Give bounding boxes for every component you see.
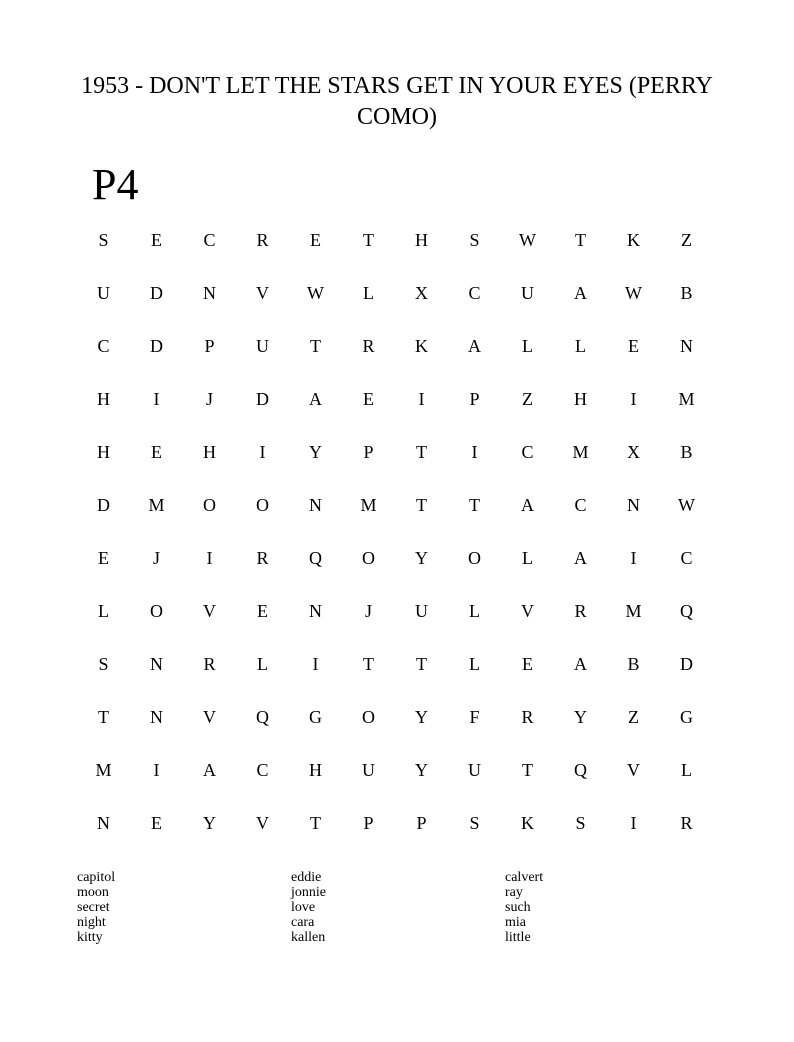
grid-cell: V xyxy=(521,601,534,621)
grid-cell: Y xyxy=(309,442,322,462)
grid-cell: A xyxy=(203,760,216,780)
grid-cell: B xyxy=(680,442,693,462)
grid-cell: Y xyxy=(415,548,428,568)
grid-cell: L xyxy=(469,601,480,621)
grid-cell: D xyxy=(150,283,163,303)
grid-cell: Z xyxy=(522,389,533,409)
grid-cell: J xyxy=(364,601,372,621)
grid-cell: D xyxy=(256,389,269,409)
grid-cell: Q xyxy=(574,760,587,780)
grid-cell: Z xyxy=(628,707,639,727)
grid-cell: C xyxy=(203,230,216,250)
grid-cell: M xyxy=(148,495,165,515)
grid-cell: W xyxy=(519,230,536,250)
grid-cell: P xyxy=(416,813,427,833)
grid-cell: A xyxy=(574,283,587,303)
grid-cell: N xyxy=(97,813,110,833)
grid-cell: U xyxy=(256,336,269,356)
grid-cell: T xyxy=(416,495,427,515)
grid-cell: S xyxy=(575,813,586,833)
grid-cell: E xyxy=(98,548,109,568)
grid-cell: C xyxy=(468,283,481,303)
grid-cell: K xyxy=(521,813,534,833)
grid-cell: C xyxy=(97,336,110,356)
grid-cell: O xyxy=(362,548,375,568)
grid-cell: L xyxy=(575,336,586,356)
word-item: capitol xyxy=(77,870,116,885)
grid-cell: E xyxy=(151,813,162,833)
grid-cell: I xyxy=(630,813,637,833)
grid-cell: R xyxy=(521,707,534,727)
grid-cell: Z xyxy=(681,230,692,250)
grid-cell: G xyxy=(680,707,693,727)
grid-cell: I xyxy=(471,442,478,462)
grid-cell: P xyxy=(363,442,374,462)
word-item: night xyxy=(77,915,106,930)
grid-cell: E xyxy=(628,336,639,356)
word-item: ray xyxy=(505,885,523,900)
word-item: such xyxy=(505,900,531,915)
grid-cell: S xyxy=(98,654,109,674)
grid-cell: W xyxy=(307,283,324,303)
grid-cell: R xyxy=(256,548,269,568)
grid-cell: Y xyxy=(203,813,216,833)
grid-cell: T xyxy=(416,442,427,462)
grid-cell: E xyxy=(257,601,268,621)
word-item: jonnie xyxy=(291,885,326,900)
grid-cell: E xyxy=(151,230,162,250)
grid-cell: S xyxy=(98,230,109,250)
grid-cell: N xyxy=(680,336,693,356)
grid-cell: R xyxy=(680,813,693,833)
grid-cell: T xyxy=(363,230,374,250)
word-item: love xyxy=(291,900,316,915)
grid-cell: X xyxy=(627,442,640,462)
word-item: cara xyxy=(291,915,315,930)
grid-cell: E xyxy=(310,230,321,250)
grid-cell: L xyxy=(98,601,109,621)
grid-cell: L xyxy=(522,548,533,568)
grid-cell: V xyxy=(203,707,216,727)
grid-cell: I xyxy=(206,548,213,568)
grid-cell: R xyxy=(203,654,216,674)
word-column-1 xyxy=(77,870,115,945)
grid-cell: Y xyxy=(415,707,428,727)
grid-cell: O xyxy=(203,495,216,515)
grid-cell: C xyxy=(521,442,534,462)
grid-cell: I xyxy=(259,442,266,462)
grid-cell: S xyxy=(469,813,480,833)
grid-cell: A xyxy=(574,654,587,674)
grid-cell: T xyxy=(310,813,321,833)
grid-cell: C xyxy=(574,495,587,515)
grid-cell: I xyxy=(312,654,319,674)
grid-cell: P xyxy=(469,389,480,409)
grid-cell: U xyxy=(97,283,110,303)
grid-cell: H xyxy=(415,230,428,250)
word-item: secret xyxy=(77,900,110,915)
grid-cell: A xyxy=(521,495,534,515)
word-item: calvert xyxy=(505,870,544,885)
page-title: 1953 - DON'T LET THE STARS GET IN YOUR EYES (PERRY COMO) xyxy=(81,73,713,130)
grid-cell: M xyxy=(678,389,695,409)
grid-cell: W xyxy=(625,283,642,303)
grid-cell: N xyxy=(150,707,163,727)
grid-cell: U xyxy=(362,760,375,780)
grid-cell: H xyxy=(309,760,322,780)
puzzle-number: P4 xyxy=(92,160,139,209)
grid-cell: Q xyxy=(309,548,322,568)
grid-cell: A xyxy=(309,389,322,409)
grid-cell: H xyxy=(574,389,587,409)
grid-cell: N xyxy=(309,495,322,515)
grid-cell: O xyxy=(362,707,375,727)
word-item: little xyxy=(505,930,531,945)
grid-cell: V xyxy=(203,601,216,621)
grid-cell: V xyxy=(256,283,269,303)
grid-cell: E xyxy=(151,442,162,462)
grid-cell: M xyxy=(95,760,112,780)
grid-cell: A xyxy=(574,548,587,568)
grid-cell: W xyxy=(678,495,695,515)
grid-cell: T xyxy=(363,654,374,674)
grid-cell: O xyxy=(256,495,269,515)
grid-cell: X xyxy=(415,283,428,303)
grid-cell: J xyxy=(152,548,160,568)
grid-cell: U xyxy=(468,760,481,780)
grid-cell: O xyxy=(468,548,481,568)
word-item: moon xyxy=(77,885,109,900)
grid-cell: Y xyxy=(574,707,587,727)
grid-cell: R xyxy=(256,230,269,250)
word-search-grid xyxy=(77,214,713,850)
grid-cell: M xyxy=(625,601,642,621)
grid-cell: M xyxy=(360,495,377,515)
grid-cell: J xyxy=(205,389,213,409)
grid-cell: N xyxy=(203,283,216,303)
grid-cell: V xyxy=(627,760,640,780)
grid-cell: S xyxy=(469,230,480,250)
grid-cell: O xyxy=(150,601,163,621)
grid-cell: E xyxy=(363,389,374,409)
grid-cell: H xyxy=(203,442,216,462)
grid-cell: L xyxy=(257,654,268,674)
word-column-2 xyxy=(291,870,326,945)
grid-cell: H xyxy=(97,389,110,409)
grid-cell: C xyxy=(680,548,693,568)
grid-cell: L xyxy=(469,654,480,674)
grid-cell: K xyxy=(627,230,640,250)
grid-cell: N xyxy=(309,601,322,621)
grid-cell: L xyxy=(681,760,692,780)
word-item: eddie xyxy=(291,870,322,885)
grid-cell: I xyxy=(630,548,637,568)
grid-cell: Y xyxy=(415,760,428,780)
grid-cell: U xyxy=(415,601,428,621)
grid-cell: C xyxy=(256,760,269,780)
grid-cell: Q xyxy=(680,601,693,621)
grid-cell: P xyxy=(363,813,374,833)
grid-cell: D xyxy=(97,495,110,515)
word-item: mia xyxy=(505,915,526,930)
grid-cell: R xyxy=(362,336,375,356)
word-column-3 xyxy=(505,870,543,945)
grid-cell: N xyxy=(150,654,163,674)
grid-cell: P xyxy=(204,336,215,356)
grid-cell: N xyxy=(627,495,640,515)
grid-cell: G xyxy=(309,707,322,727)
grid-cell: B xyxy=(680,283,693,303)
grid-cell: L xyxy=(522,336,533,356)
grid-cell: F xyxy=(469,707,480,727)
grid-cell: E xyxy=(522,654,533,674)
grid-cell: I xyxy=(153,760,160,780)
grid-cell: A xyxy=(468,336,481,356)
grid-cell: R xyxy=(574,601,587,621)
grid-cell: T xyxy=(575,230,586,250)
grid-cell: T xyxy=(416,654,427,674)
grid-cell: I xyxy=(418,389,425,409)
word-item: kitty xyxy=(77,930,103,945)
grid-cell: K xyxy=(415,336,428,356)
grid-cell: M xyxy=(572,442,589,462)
grid-cell: H xyxy=(97,442,110,462)
word-item: kallen xyxy=(291,930,326,945)
grid-cell: T xyxy=(522,760,533,780)
grid-cell: L xyxy=(363,283,374,303)
grid-cell: D xyxy=(680,654,693,674)
grid-cell: T xyxy=(469,495,480,515)
grid-cell: T xyxy=(310,336,321,356)
grid-cell: U xyxy=(521,283,534,303)
grid-cell: V xyxy=(256,813,269,833)
grid-cell: Q xyxy=(256,707,269,727)
grid-cell: T xyxy=(98,707,109,727)
grid-cell: D xyxy=(150,336,163,356)
grid-cell: B xyxy=(627,654,640,674)
grid-cell: I xyxy=(630,389,637,409)
grid-cell: I xyxy=(153,389,160,409)
